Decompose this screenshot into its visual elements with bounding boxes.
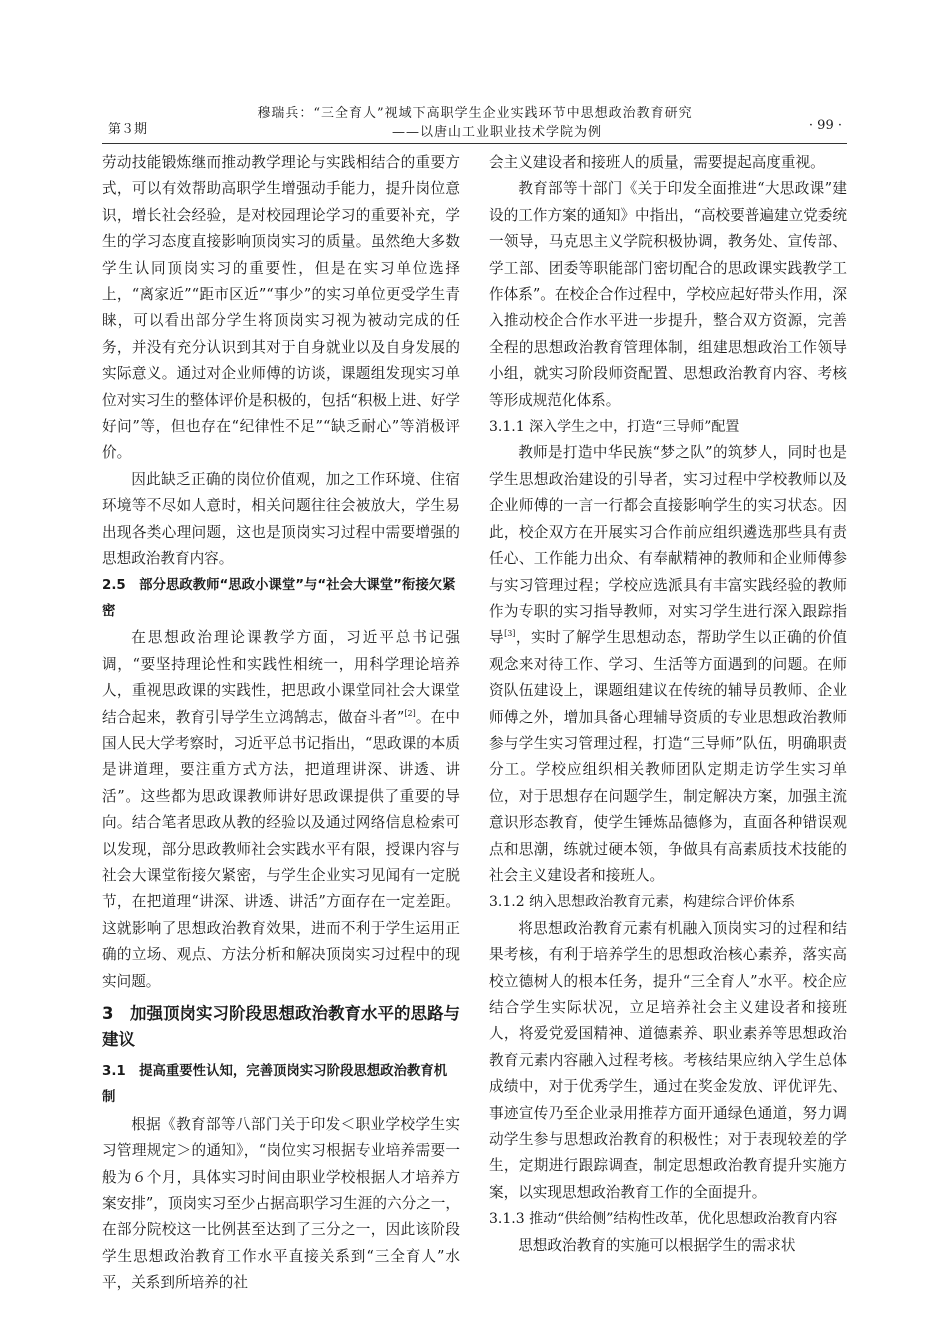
paragraph-text: 。在中国人民大学考察时，习近平总书记指出，“思政课的本质是讲道理，要注重方式方法，把道理讲深、讲透、讲活”。这些都为思政课教师讲好思政课提供了重要的导向。结合笔者思政从教的经验以及通过网络信息检索可以发现，部分思政教师社会实践水平有限，授课内容与社会大课堂衔接欠紧密，与学生企业实习见闻有一定脱节，在把道理“讲深、讲透、讲活”方面存在一定差距。这就影响了思想政治教育效果，进而不利于学生运用正确的立场、观点、方法分析和解决顶岗实习过程中的现实问题。 (102, 708, 460, 990)
paragraph: 根据《教育部等八部门关于印发＜职业学校学生实习管理规定＞的通知》，“岗位实习根据专业培养需要一般为６个月，具体实习时间由职业学校根据人才培养方案安排”，顶岗实习至少占据高职学习生涯的六分之一，在部分院校这一比例甚至达到了三分之一，因此该阶段学生思想政治教育工作水平直接关系到“三全育人”水平，关系到所培养的社 (102, 1115, 460, 1292)
paragraph: 教育部等十部门《关于印发全面推进“大思政课”建设的工作方案的通知》中指出，“高校要普遍建立党委统一领导，马克思主义学院积极协调，教务处、宣传部、学工部、团委等职能部门密切配合的思政课实践教学工作体系”。在校企合作过程中，学校应起好带头作用，深入推动校企合作水平进一步提升，整合双方资源，完善全程的思想政治教育管理体制，组建思想政治工作领导小组，就实习阶段师资配置、思想政治教育内容、考核等形成规范化体系。 (489, 180, 847, 409)
left-column (102, 150, 460, 1297)
page-number: · 99 · (808, 118, 842, 133)
running-subtitle: ——以唐山工业职业技术学院为例 (392, 125, 603, 140)
section-heading-3-1-3: 3.1.3 推动“供给侧”结构性改革，优化思想政治教育内容 (489, 1211, 838, 1228)
paragraph-text: ，实时了解学生思想动态，帮助学生以正确的价值观念来对待工作、学习、生活等方面遇到的问题。在师资队伍建设上，课题组建议在传统的辅导员教师、企业师傅之外，增加具备心理辅导资质的专业思想政治教师参与学生实习管理过程，打造“三导师”队伍，明确职责分工。学校应组织相关教师团队定期走访学生实习单位，对于思想存在问题学生，制定解决方案，加强主流意识形态教育，使学生锤炼品德修为，直面各种错误观点和思潮，练就过硬本领，争做具有高素质技术技能的社会主义建设者和接班人。 (489, 629, 847, 884)
paragraph: 劳动技能锻炼继而推动教学理论与实践相结合的重要方式，可以有效帮助高职学生增强动手能力，提升岗位意识，增长社会经验，是对校园理论学习的重要补充，学生的学习态度直接影响顶岗实习的质量。虽然绝大多数学生认同顶岗实习的重要性，但是在实习单位选择上，“离家近”“距市区近”“事少”的实习单位更受学生青睐，可以看出部分学生将顶岗实习视为被动完成的任务，并没有充分认识到其对于自身就业以及自身发展的实际意义。通过对企业师傅的访谈，课题组发现实习单位对实习生的整体评价是积极的，包括“积极上进、好学好问”等，但也存在“纪律性不足”“缺乏耐心”等消极评价。 (102, 154, 460, 462)
paragraph-text: 在思想政治理论课教学方面，习近平总书记强调，“要坚持理论性和实践性相统一，用科学理论培养人，重视思政课的实践性，把思政小课堂同社会大课堂结合起来，教育引导学生立鸿鹄志，做奋斗者” (102, 629, 460, 726)
citation-ref: [3] (504, 629, 516, 639)
issue-number: 第３期 (108, 122, 148, 137)
paragraph-text: 教师是打造中华民族“梦之队”的筑梦人，同时也是学生思想政治建设的引导者，实习过程中学校教师以及企业师傅的一言一行都会直接影响学生的实习状态。因此，校企双方在开展实习合作前应组织遴选那些具有责任心、工作能力出众、有奉献精神的教师和企业师傅参与实习管理过程；学校应选派具有丰富实践经验的教师作为专职的实习指导教师，对实习学生进行深入跟踪指导 (489, 444, 847, 647)
right-column (489, 150, 847, 1259)
section-heading-3-1-2: 3.1.2 纳入思想政治教育元素，构建综合评价体系 (489, 894, 796, 911)
section-heading-3-1-1: 3.1.1 深入学生之中，打造“三导师”配置 (489, 419, 740, 436)
citation-ref: [2] (404, 708, 416, 718)
paragraph (102, 625, 460, 995)
header-rule (102, 143, 847, 144)
section-heading-3: 3 加强顶岗实习阶段思想政治教育水平的思路与建议 (102, 1004, 460, 1049)
paragraph: 因此缺乏正确的岗位价值观，加之工作环境、住宿环境等不尽如人意时，相关问题往往会被放大，学生易出现各类心理问题，这也是顶岗实习过程中需要增强的思想政治教育内容。 (102, 470, 460, 568)
paragraph: 思想政治教育的实施可以根据学生的需求状 (518, 1236, 796, 1254)
paragraph: 会主义建设者和接班人的质量，需要提起高度重视。 (489, 154, 825, 171)
paragraph (489, 440, 847, 889)
running-title: 穆瑞兵：“三全育人”视域下高职学生企业实践环节中思想政治教育研究 (257, 106, 693, 121)
running-header (0, 102, 950, 140)
section-heading-3-1: 3.1 提高重要性认知，完善顶岗实习阶段思想政治教育机制 (102, 1064, 448, 1106)
paragraph: 将思想政治教育元素有机融入顶岗实习的过程和结果考核，有利于培养学生的思想政治核心素养，落实高校立德树人的根本任务，提升“三全育人”水平。校企应结合学生实际状况，立足培养社会主义建设者和接班人，将爱党爱国精神、道德素养、职业素养等思想政治教育元素内容融入过程考核。考核结果应纳入学生总体成绩中，对于优秀学生，通过在奖金发放、评优评先、事迹宣传乃至企业录用推荐方面开通绿色通道，努力调动学生参与思想政治教育的积极性；对于表现较差的学生，定期进行跟踪调查，制定思想政治教育提升实施方案，以实现思想政治教育工作的全面提升。 (489, 919, 847, 1201)
section-heading-2-5: 2.5 部分思政教师“思政小课堂”与“社会大课堂”衔接欠紧密 (102, 577, 456, 619)
